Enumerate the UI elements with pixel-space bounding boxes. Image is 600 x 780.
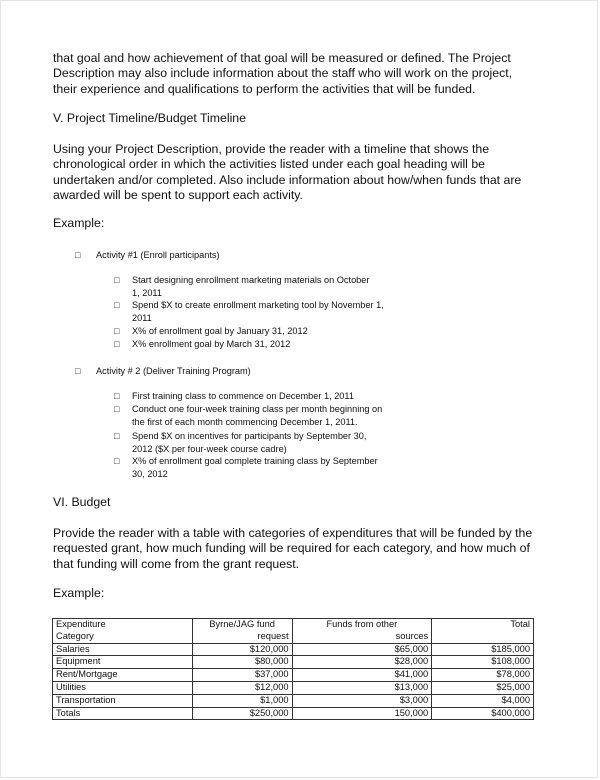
header-text: sources xyxy=(395,630,429,641)
header-cell xyxy=(53,619,193,644)
header-cell xyxy=(192,619,292,644)
table-row xyxy=(53,669,534,682)
example-label-text: Example: xyxy=(53,586,105,600)
table-cell: $80,000 xyxy=(192,656,292,669)
table-cell: $28,000 xyxy=(292,656,432,669)
table-cell: $108,000 xyxy=(432,656,534,669)
checkbox-bullet-icon: □ xyxy=(114,404,120,414)
intro-paragraph xyxy=(53,51,573,97)
item-line: Spend $X to create enrollment marketing tool by November 1, xyxy=(132,300,384,310)
text-line: awarded will be spent to support each activity. xyxy=(53,187,303,202)
item-line: Conduct one four-week training class per month beginning on xyxy=(132,404,383,414)
table-cell: $250,000 xyxy=(192,707,292,720)
table-cell: 150,000 xyxy=(292,707,432,720)
table-cell: Rent/Mortgage xyxy=(53,669,193,682)
text-line: Provide the reader with a table with categories of expenditures that will be funded by the xyxy=(53,526,533,540)
activity-2-item-1 xyxy=(114,390,462,403)
section-heading-budget xyxy=(53,495,573,510)
table-cell: Salaries xyxy=(53,643,193,656)
table-cell: Transportation xyxy=(53,694,193,707)
header-text: request xyxy=(257,630,289,641)
header-text: Funds from other xyxy=(326,619,398,629)
table-cell: Utilities xyxy=(53,681,193,694)
table-row xyxy=(53,681,534,694)
activity-1-item-3 xyxy=(114,325,462,338)
budget-table xyxy=(52,618,534,720)
activity-2-item-2 xyxy=(114,403,462,428)
table-cell: $41,000 xyxy=(292,669,432,682)
checkbox-bullet-icon: □ xyxy=(114,456,120,466)
table-cell: $25,000 xyxy=(432,681,534,694)
item-line: X% of enrollment goal by January 31, 2012 xyxy=(132,326,308,336)
item-line: X% enrollment goal by March 31, 2012 xyxy=(132,339,291,349)
item-line: Spend $X on incentives for participants by September 30, xyxy=(132,431,367,441)
table-cell: $65,000 xyxy=(292,643,432,656)
activity-2-item-3 xyxy=(114,430,462,455)
text-line: that goal and how achievement of that goal will be measured or defined. The Project xyxy=(53,51,511,65)
activity-2-item-4 xyxy=(114,455,462,480)
header-text: Expenditure xyxy=(56,619,106,629)
activity-1 xyxy=(75,249,516,261)
table-header-row xyxy=(53,619,534,644)
activity-2 xyxy=(75,365,516,377)
activity-title: Activity # 2 (Deliver Training Program) xyxy=(96,366,251,376)
table-cell: $1,000 xyxy=(192,694,292,707)
checkbox-bullet-icon: □ xyxy=(114,339,120,349)
header-text: Category xyxy=(56,630,94,641)
text-line: chronological order in which the activities listed under each goal heading will be xyxy=(53,157,486,172)
table-cell: $120,000 xyxy=(192,643,292,656)
table-cell: $3,000 xyxy=(292,694,432,707)
table-row-totals xyxy=(53,707,534,720)
text-line: undertaken and/or completed. Also include information about how/when funds that are xyxy=(53,172,522,187)
table-row xyxy=(53,643,534,656)
section-heading: V. Project Timeline/Budget Timeline xyxy=(53,111,246,125)
text-line: Description may also include information about the staff who will work on the project, xyxy=(53,66,513,81)
table-cell: $12,000 xyxy=(192,681,292,694)
table-row xyxy=(53,694,534,707)
activity-title: Activity #1 (Enroll participants) xyxy=(96,250,220,260)
activity-1-item-4 xyxy=(114,338,462,351)
header-text: Total xyxy=(510,619,530,629)
item-line: Start designing enrollment marketing materials on October xyxy=(132,275,370,285)
checkbox-bullet-icon: □ xyxy=(114,431,120,441)
example-label-text: Example: xyxy=(53,216,105,230)
item-line: X% of enrollment goal complete training class by September xyxy=(132,456,378,466)
table-cell: $400,000 xyxy=(432,707,534,720)
item-line: 1, 2011 xyxy=(132,287,162,298)
checkbox-bullet-icon: □ xyxy=(75,250,81,260)
item-line: First training class to commence on December 1, 2011 xyxy=(132,391,354,401)
table-cell: $78,000 xyxy=(432,669,534,682)
item-line: the first of each month commencing December 1, 2011. xyxy=(132,416,358,427)
table-cell: Equipment xyxy=(53,656,193,669)
item-line: 30, 2012 xyxy=(132,468,168,479)
checkbox-bullet-icon: □ xyxy=(75,366,81,376)
budget-paragraph xyxy=(53,526,573,572)
table-cell: $37,000 xyxy=(192,669,292,682)
text-line: their experience and qualifications to perform the activities that will be funded. xyxy=(53,81,476,96)
checkbox-bullet-icon: □ xyxy=(114,391,120,401)
header-cell xyxy=(432,619,534,644)
example-label xyxy=(53,586,573,601)
checkbox-bullet-icon: □ xyxy=(114,326,120,336)
checkbox-bullet-icon: □ xyxy=(114,300,120,310)
text-line: Using your Project Description, provide the reader with a timeline that shows the xyxy=(53,142,490,156)
section-heading-timeline xyxy=(53,111,573,126)
timeline-paragraph xyxy=(53,142,573,203)
text-line: that funding will come from the grant request. xyxy=(53,556,300,571)
example-label xyxy=(53,216,573,231)
item-line: 2012 ($X per four-week course cadre) xyxy=(132,443,287,454)
header-cell xyxy=(292,619,432,644)
table-row xyxy=(53,656,534,669)
section-heading: VI. Budget xyxy=(53,495,111,509)
checkbox-bullet-icon: □ xyxy=(114,275,120,285)
table-cell: $13,000 xyxy=(292,681,432,694)
header-text: Byrne/JAG fund xyxy=(209,619,275,629)
table-cell: $185,000 xyxy=(432,643,534,656)
item-line: 2011 xyxy=(132,312,152,323)
text-line: requested grant, how much funding will be required for each category, and how much of xyxy=(53,541,530,556)
table-cell: $4,000 xyxy=(432,694,534,707)
activity-1-item-1 xyxy=(114,274,462,299)
table-cell: Totals xyxy=(53,707,193,720)
activity-1-item-2 xyxy=(114,299,462,324)
